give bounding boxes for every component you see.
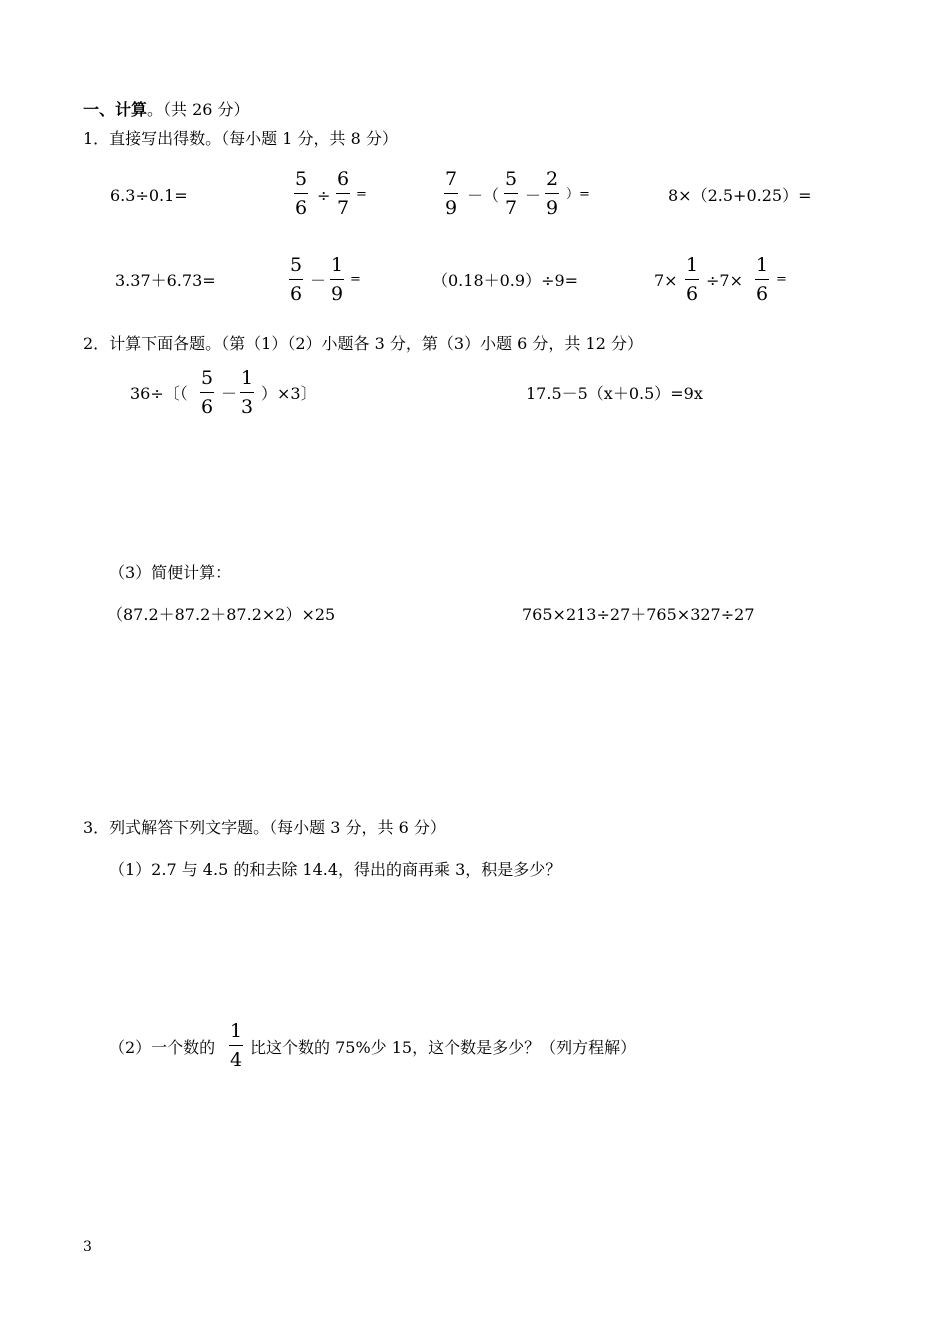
fraction: 5 6 bbox=[295, 168, 308, 219]
q1-item-d: 8×（2.5+0.25）= bbox=[668, 186, 812, 205]
q2-item-3: （87.2＋87.2＋87.2×2）×25 bbox=[107, 605, 336, 624]
q3-problem-1: （1）2.7 与 4.5 的和去除 14.4，得出的商再乘 3，积是多少？ bbox=[109, 860, 562, 879]
q1-item-g: （0.18＋0.9）÷9= bbox=[432, 271, 579, 290]
fraction: 2 9 bbox=[546, 168, 559, 219]
fraction: 1 6 bbox=[756, 254, 769, 305]
q2-item-4: 765×213÷27＋765×327÷27 bbox=[522, 605, 755, 624]
fraction: 1 3 bbox=[241, 367, 254, 418]
question-3-title: 3．列式解答下列文字题。（每小题 3 分，共 6 分） bbox=[83, 818, 446, 837]
fraction: 5 6 bbox=[290, 254, 303, 305]
fraction: 7 9 bbox=[445, 168, 458, 219]
section-heading-label: 一、计算 bbox=[83, 100, 148, 119]
fraction: 1 6 bbox=[686, 254, 699, 305]
q2-item-2: 17.5－5（x＋0.5）=9x bbox=[526, 384, 703, 403]
page-number: 3 bbox=[83, 1239, 92, 1255]
fraction: 6 7 bbox=[337, 168, 350, 219]
fraction: 5 6 bbox=[201, 367, 214, 418]
question-1-title: 1．直接写出得数。（每小题 1 分，共 8 分） bbox=[83, 129, 398, 148]
fraction: 1 9 bbox=[331, 254, 344, 305]
q2-sub3-label: （3）简便计算： bbox=[109, 563, 232, 582]
section-heading bbox=[83, 102, 250, 118]
q1-item-e: 3.37＋6.73= bbox=[115, 271, 216, 290]
fraction: 5 7 bbox=[505, 168, 518, 219]
q1-item-a: 6.3÷0.1= bbox=[110, 186, 188, 205]
fraction: 1 4 bbox=[230, 1020, 243, 1071]
section-heading-score: 。（共 26 分） bbox=[147, 100, 250, 119]
question-2-title: 2．计算下面各题。（第（1）（2）小题各 3 分，第（3）小题 6 分，共 12 分） bbox=[83, 334, 643, 353]
